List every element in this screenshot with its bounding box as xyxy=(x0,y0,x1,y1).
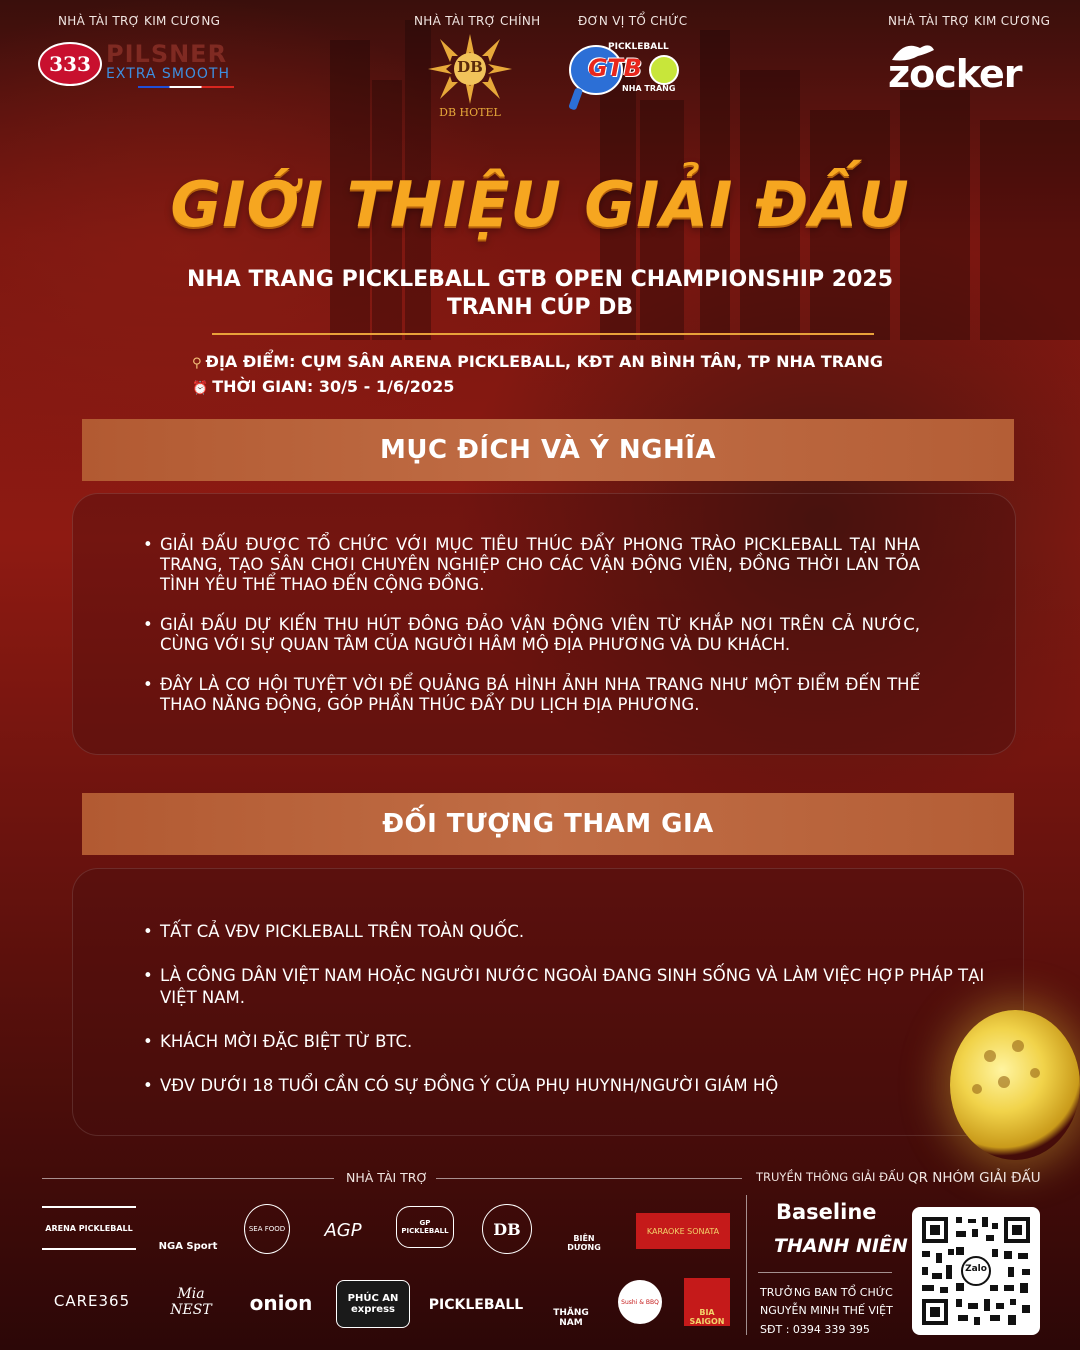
diamond-sponsor-label-left: NHÀ TÀI TRỢ KIM CƯƠNG xyxy=(58,14,221,28)
zocker-logo xyxy=(888,38,1044,94)
baseline-logo: Baseline xyxy=(776,1200,877,1224)
participant-bullet: • VĐV DƯỚI 18 TUỔI CẦN CÓ SỰ ĐỒNG Ý CỦA PHỤ HUYNH/NGƯỜI GIÁM HỘ xyxy=(160,1075,990,1097)
section-purpose-header: MỤC ĐÍCH VÀ Ý NGHĨA xyxy=(82,419,1014,481)
sponsor-logo: onion xyxy=(249,1291,313,1315)
db-hotel-text: DB HOTEL xyxy=(439,106,501,119)
sponsor-logo: Sushi & BBQ xyxy=(618,1280,662,1324)
qr-code[interactable] xyxy=(912,1207,1040,1335)
db-hotel-logo xyxy=(428,34,512,120)
zocker-wordmark: zocker xyxy=(888,52,1022,96)
main-sponsor-label: NHÀ TÀI TRỢ CHÍNH xyxy=(414,14,541,28)
gtb-top-text: PICKLEBALL xyxy=(608,42,669,52)
title-divider xyxy=(212,333,874,335)
qr-footer-label: QR NHÓM GIẢI ĐẤU xyxy=(908,1170,1041,1186)
sponsor-logo: BIÊN DƯƠNG xyxy=(567,1234,601,1252)
thanh-nien-logo: THANH NIÊN xyxy=(774,1235,908,1257)
pilsner-tagline: EXTRA SMOOTH xyxy=(106,66,231,82)
sponsor-logo: BIA SAIGON xyxy=(684,1278,730,1326)
sponsor-logo: SEA FOOD xyxy=(244,1204,290,1254)
location-line xyxy=(192,352,883,371)
location-pin-icon: ⚲ xyxy=(192,356,202,371)
pilsner-wordmark: PILSNER xyxy=(106,40,228,68)
gtb-bottom-text: NHA TRANG xyxy=(622,84,676,93)
section-participants-header: ĐỐI TƯỢNG THAM GIA xyxy=(82,793,1014,855)
db-mark: DB xyxy=(457,58,483,76)
sponsor-logo: ARENA PICKLEBALL xyxy=(42,1206,136,1250)
contact-title: TRƯỞNG BAN TỔ CHỨC xyxy=(760,1286,893,1299)
time-line xyxy=(192,377,454,396)
alarm-clock-icon: ⏰ xyxy=(192,381,209,396)
diamond-sponsor-label-right: NHÀ TÀI TRỢ KIM CƯƠNG xyxy=(888,14,1051,28)
page-title: GIỚI THIỆU GIẢI ĐẤU xyxy=(170,168,910,241)
sponsor-logo: PHÚC AN express xyxy=(336,1280,410,1328)
participant-bullet: • LÀ CÔNG DÂN VIỆT NAM HOẶC NGƯỜI NƯỚC NGOÀI ĐANG SINH SỐNG VÀ LÀM VIỆC HỢP PHÁP TẠI VIỆT NAM. xyxy=(160,965,990,1009)
contact-rule xyxy=(758,1272,892,1273)
time-text: THỜI GIAN: 30/5 - 1/6/2025 xyxy=(212,377,455,396)
sponsor-logo: AGP xyxy=(324,1219,362,1241)
sponsor-logo: DB xyxy=(482,1204,532,1254)
purpose-bullet: • GIẢI ĐẤU ĐƯỢC TỔ CHỨC VỚI MỤC TIÊU THÚC ĐẨY PHONG TRÀO PICKLEBALL TẠI NHA TRANG, TẠO SÂN CHƠI CHUYÊN NGHIỆP CHO CÁC VẬN ĐỘNG VIÊN, ĐỒNG THỜI LAN TỎA TÌNH YÊU THỂ THAO ĐẾN CỘNG ĐỒNG. xyxy=(160,535,920,595)
pickleball-ball-icon xyxy=(950,1010,1080,1160)
purpose-bullet: • GIẢI ĐẤU DỰ KIẾN THU HÚT ĐÔNG ĐẢO VẬN ĐỘNG VIÊN TỪ KHẮP NƠI TRÊN CẢ NƯỚC, CÙNG VỚI SỰ QUAN TÂM CỦA NGƯỜI HÂM MỘ ĐỊA PHƯƠNG VÀ DU KHÁCH. xyxy=(160,615,920,655)
sponsor-logo: NGA Sport xyxy=(158,1241,218,1252)
participant-bullet: • TẤT CẢ VĐV PICKLEBALL TRÊN TOÀN QUỐC. xyxy=(160,921,990,943)
location-text: ĐỊA ĐIỂM: CỤM SÂN ARENA PICKLEBALL, KĐT AN BÌNH TÂN, TP NHA TRANG xyxy=(205,352,883,371)
tournament-cup: TRANH CÚP DB xyxy=(446,295,634,320)
organizer-label: ĐƠN VỊ TỔ CHỨC xyxy=(578,14,688,28)
sponsor-logo: Mia NEST xyxy=(170,1286,212,1318)
zalo-icon: Zalo xyxy=(965,1264,987,1274)
gtb-pickleball-logo xyxy=(566,40,684,110)
tournament-name: NHA TRANG PICKLEBALL GTB OPEN CHAMPIONSHIP 2025 xyxy=(186,267,894,292)
contact-name: NGUYỄN MINH THẾ VIỆT xyxy=(760,1304,893,1317)
pilsner-333-logo xyxy=(38,40,238,92)
sponsor-logo: CARE365 xyxy=(53,1292,131,1310)
footer-separator xyxy=(746,1195,747,1335)
sponsor-logo: KARAOKE SONATA xyxy=(636,1213,730,1249)
pilsner-333-badge: 333 xyxy=(38,42,102,86)
participant-bullet: • KHÁCH MỜI ĐẶC BIỆT TỪ BTC. xyxy=(160,1031,990,1053)
sponsor-logo: GP PICKLEBALL xyxy=(396,1206,454,1248)
sponsor-logo: THĂNG NAM xyxy=(553,1308,589,1328)
gtb-mark: GTB xyxy=(588,54,642,82)
footer-rule-left xyxy=(42,1178,334,1179)
sponsor-logo: PICKLEBALL xyxy=(428,1297,524,1313)
footer-rule-right xyxy=(436,1178,742,1179)
purpose-bullet: • ĐÂY LÀ CƠ HỘI TUYỆT VỜI ĐỂ QUẢNG BÁ HÌNH ẢNH NHA TRANG NHƯ MỘT ĐIỂM ĐẾN THỂ THAO NĂNG ĐỘNG, GÓP PHẦN THÚC ĐẨY DU LỊCH ĐỊA PHƯƠNG. xyxy=(160,675,920,715)
media-footer-label: TRUYỀN THÔNG GIẢI ĐẤU xyxy=(756,1170,905,1184)
sponsors-footer-label: NHÀ TÀI TRỢ xyxy=(346,1170,428,1185)
contact-phone: SĐT : 0394 339 395 xyxy=(760,1323,870,1336)
flag-stripe xyxy=(138,86,234,88)
